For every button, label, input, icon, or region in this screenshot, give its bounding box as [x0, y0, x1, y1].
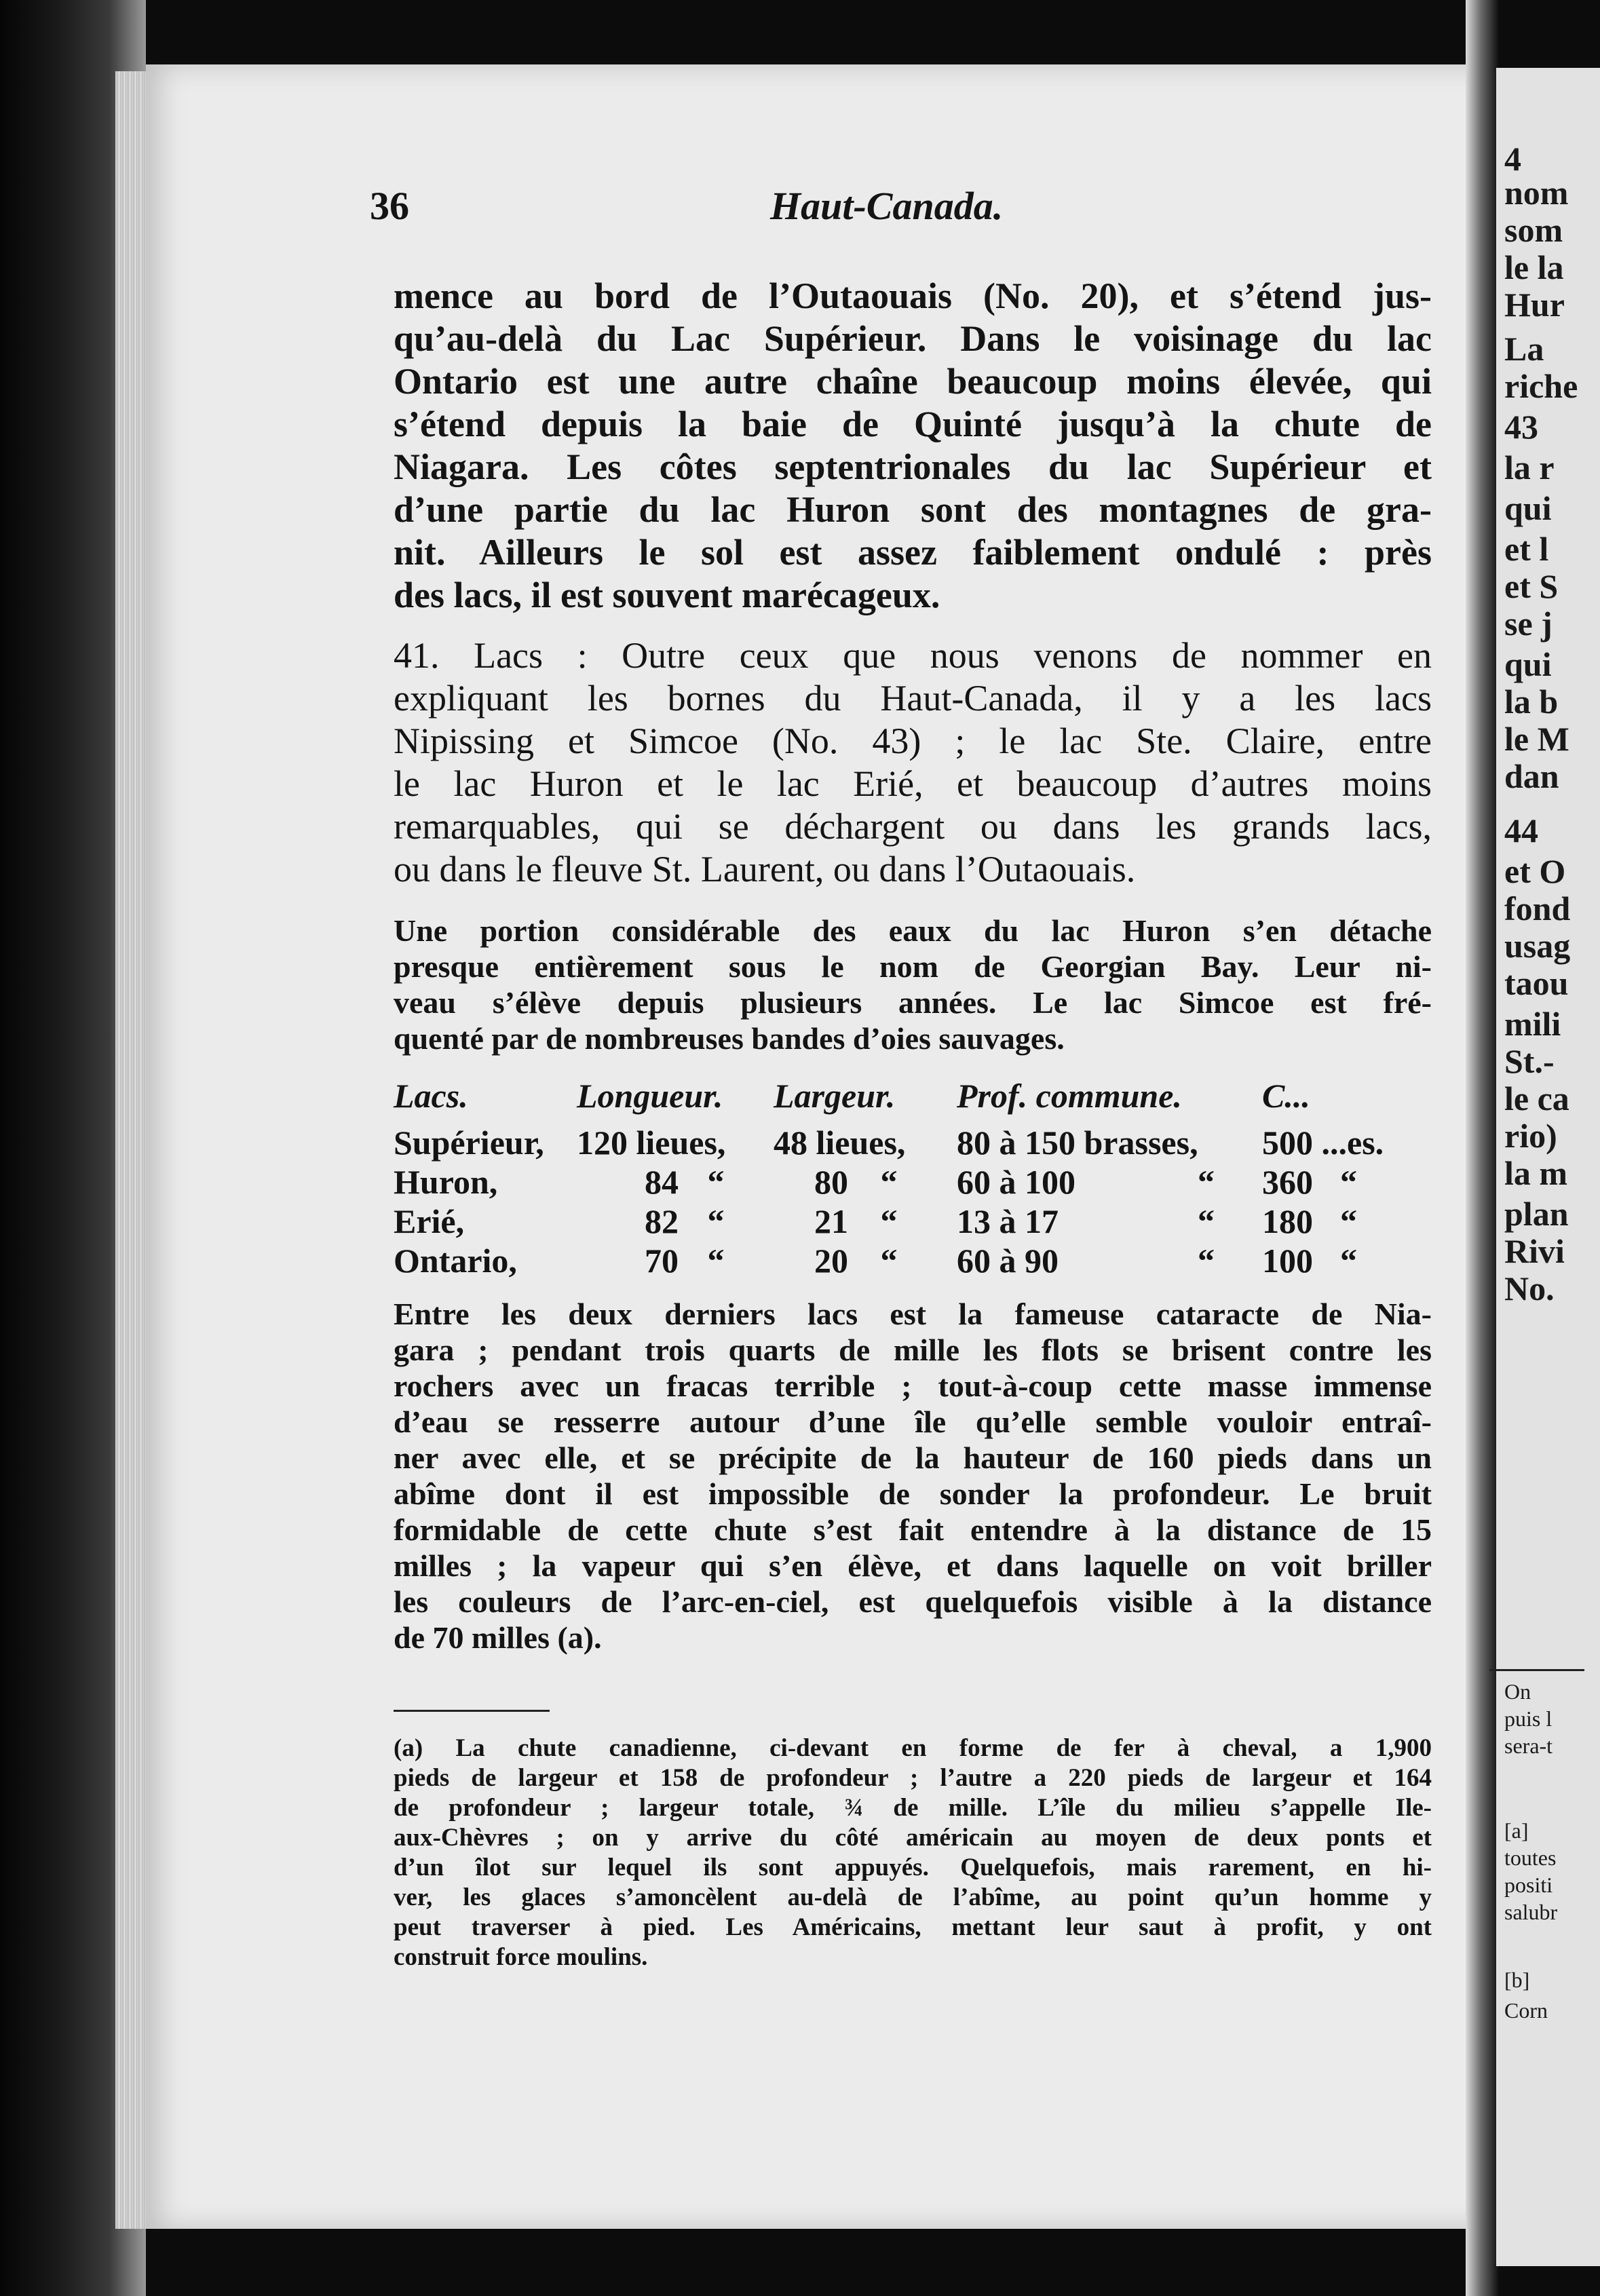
facing-page-line: et O — [1504, 852, 1566, 890]
facing-page-line: fond — [1504, 889, 1571, 927]
table-row — [394, 1123, 1439, 1162]
col-header-length: Longueur. — [577, 1077, 723, 1115]
table-row — [394, 1241, 1439, 1280]
text-line: les couleurs de l’arc-en-ciel, est quelquefois visible à la distance — [394, 1584, 1432, 1619]
facing-page-footnote-line: [b] — [1504, 1968, 1530, 1992]
cell-lake-name: Erié, — [394, 1202, 465, 1240]
cell-lake-name: Ontario, — [394, 1242, 517, 1280]
col-header-extra: C... — [1262, 1077, 1310, 1115]
paragraph-mountains — [394, 275, 1432, 617]
facing-page-line: Hur — [1504, 286, 1565, 324]
cell-width — [774, 1241, 957, 1280]
facing-page-line: rio) — [1504, 1117, 1557, 1155]
col-header-lakes: Lacs. — [394, 1077, 468, 1115]
text-line: Une portion considérable des eaux du lac Huron s’en détache — [394, 913, 1432, 948]
facing-page-line: usag — [1504, 927, 1571, 965]
facing-page-line: le ca — [1504, 1079, 1569, 1117]
cell-extra — [1262, 1202, 1439, 1241]
cell-depth-value: 13 à 17 — [957, 1202, 1059, 1240]
text-line: Nipissing et Simcoe (No. 43) ; le lac Ste. Claire, entre — [394, 721, 1432, 761]
cell-extra — [1262, 1162, 1439, 1202]
cell-length — [577, 1241, 774, 1280]
facing-page-line: 43 — [1504, 408, 1538, 446]
footnote — [394, 1734, 1432, 1972]
text-line: d’un îlot sur lequel ils sont appuyés. Quelquefois, mais rarement, en hi- — [394, 1854, 1432, 1881]
paragraph-lakes — [394, 634, 1432, 891]
facing-page-line: St.- — [1504, 1042, 1555, 1080]
facing-page-line: et S — [1504, 567, 1559, 605]
cell-lake-name: Supérieur, — [394, 1124, 544, 1162]
text-line: le lac Huron et le lac Erié, et beaucoup d’autres moins — [394, 763, 1432, 804]
ditto-mark: “ — [880, 1242, 898, 1280]
facing-page-line: riche — [1504, 367, 1578, 405]
text-line: presque entièrement sous le nom de Georgian Bay. Leur ni- — [394, 949, 1432, 984]
facing-page-footnote-line: positi — [1504, 1873, 1553, 1897]
ditto-mark: “ — [1340, 1242, 1357, 1280]
facing-page-line: dan — [1504, 757, 1559, 795]
ditto-mark: “ — [707, 1202, 725, 1240]
facing-page-line: 44 — [1504, 811, 1538, 849]
facing-page-line: Rivi — [1504, 1232, 1565, 1270]
page-number: 36 — [370, 184, 409, 228]
cell-length-value: 82 — [645, 1202, 679, 1240]
text-line: peut traverser à pied. Les Américains, mettant leur saut à profit, y ont — [394, 1913, 1432, 1941]
col-header-depth: Prof. commune. — [957, 1077, 1182, 1115]
facing-page-line: et l — [1504, 530, 1549, 568]
cell-length-value: 84 — [645, 1163, 679, 1201]
cell-width-value: 80 — [814, 1163, 848, 1201]
text-line: 41. Lacs : Outre ceux que nous venons de nommer en — [394, 635, 1432, 676]
text-line: rochers avec un fracas terrible ; tout-à-coup cette masse immense — [394, 1369, 1432, 1403]
cell-width-value: 20 — [814, 1242, 848, 1280]
text-line: expliquant les bornes du Haut-Canada, il y a les lacs — [394, 678, 1432, 719]
text-line: construit force moulins. — [394, 1943, 648, 1971]
table-header-row — [394, 1075, 1439, 1123]
ditto-mark: “ — [880, 1163, 898, 1201]
text-line: mence au bord de l’Outaouais (No. 20), et s’étend jus- — [394, 275, 1432, 316]
facing-page-line: qui — [1504, 489, 1552, 527]
cell-width — [774, 1162, 957, 1202]
cell-length — [577, 1202, 774, 1241]
text-line: aux-Chèvres ; on y arrive du côté américain au moyen de deux ponts et — [394, 1824, 1432, 1852]
facing-page-footnote-line: salubr — [1504, 1900, 1558, 1924]
text-line: pieds de largeur et 158 de profondeur ; l’autre a 220 pieds de largeur et 164 — [394, 1764, 1432, 1792]
facing-page-footnote-line: On — [1504, 1679, 1531, 1704]
text-line: d’eau se resserre autour d’une île qu’elle semble vouloir entraî- — [394, 1404, 1432, 1439]
facing-page-footnote-line: Corn — [1504, 1998, 1548, 2023]
facing-page-footnote-line: puis l — [1504, 1706, 1553, 1731]
facing-page-footnote-line: toutes — [1504, 1845, 1557, 1870]
text-line: de 70 milles (a). — [394, 1620, 602, 1655]
text-line: d’une partie du lac Huron sont des montagnes de gra- — [394, 489, 1432, 530]
text-line: Niagara. Les côtes septentrionales du lac Supérieur et — [394, 446, 1432, 487]
text-line: ner avec elle, et se précipite de la hauteur de 160 pieds dans un — [394, 1440, 1432, 1475]
lakes-table — [394, 1075, 1439, 1280]
text-line: de profondeur ; largeur totale, ¾ de mille. L’île du milieu s’appelle Ile- — [394, 1794, 1432, 1822]
facing-page-line: le M — [1504, 720, 1569, 758]
facing-page-line: mili — [1504, 1005, 1561, 1043]
text-line: nit. Ailleurs le sol est assez faiblement ondulé : près — [394, 532, 1432, 573]
ditto-mark: “ — [880, 1202, 898, 1240]
facing-page-line: La — [1504, 330, 1544, 368]
facing-page-line: le la — [1504, 248, 1564, 286]
running-head — [370, 183, 1428, 244]
ditto-mark: “ — [1340, 1163, 1357, 1201]
ditto-mark: “ — [1340, 1202, 1357, 1240]
cell-extra: 500 ...es. — [1262, 1124, 1384, 1162]
ditto-mark: “ — [707, 1242, 725, 1280]
footnote-rule — [394, 1710, 550, 1712]
text-line: veau s’élève depuis plusieurs années. Le lac Simcoe est fré- — [394, 985, 1432, 1020]
text-line: milles ; la vapeur qui s’en élève, et dans laquelle on voit briller — [394, 1548, 1432, 1583]
text-line: gara ; pendant trois quarts de mille les flots se brisent contre les — [394, 1333, 1432, 1367]
text-line: formidable de cette chute s’est fait entendre à la distance de 15 — [394, 1512, 1432, 1547]
text-line: quenté par de nombreuses bandes d’oies sauvages. — [394, 1021, 1065, 1056]
cell-depth-value: 60 à 100 — [957, 1163, 1075, 1201]
text-line: ver, les glaces s’amoncèlent au-delà de l’abîme, au point qu’un homme y — [394, 1883, 1432, 1911]
ditto-mark: “ — [1198, 1202, 1215, 1240]
table-row — [394, 1162, 1439, 1202]
cell-depth — [957, 1202, 1262, 1241]
facing-page-line: nom — [1504, 174, 1569, 212]
running-title: Haut-Canada. — [770, 184, 1004, 228]
facing-page-line: la r — [1504, 448, 1555, 486]
text-line: abîme dont il est impossible de sonder la profondeur. Le bruit — [394, 1476, 1432, 1511]
ditto-mark: “ — [1198, 1242, 1215, 1280]
text-line: des lacs, il est souvent marécageux. — [394, 575, 940, 615]
facing-page-line: la b — [1504, 683, 1559, 721]
ditto-mark: “ — [707, 1163, 725, 1201]
table-row — [394, 1202, 1439, 1241]
cell-length — [577, 1162, 774, 1202]
cell-depth — [957, 1241, 1262, 1280]
cell-extra-value: 180 — [1262, 1202, 1313, 1240]
facing-page-line: som — [1504, 211, 1563, 249]
text-line: ou dans le fleuve St. Laurent, ou dans l’Outaouais. — [394, 849, 1136, 889]
paragraph-huron-note — [394, 913, 1432, 1056]
cell-extra — [1262, 1241, 1439, 1280]
facing-page-line: taou — [1504, 964, 1569, 1002]
text-line: (a) La chute canadienne, ci-devant en forme de fer à cheval, a 1,900 — [394, 1734, 1432, 1762]
paragraph-niagara — [394, 1296, 1432, 1656]
text-line: Entre les deux derniers lacs est la fameuse cataracte de Nia- — [394, 1297, 1432, 1331]
facing-page-line: se j — [1504, 605, 1553, 643]
cell-lake-name: Huron, — [394, 1163, 498, 1201]
cell-width-value: 21 — [814, 1202, 848, 1240]
text-line: qu’au-delà du Lac Supérieur. Dans le voisinage du lac — [394, 318, 1432, 359]
facing-page-line: la m — [1504, 1154, 1568, 1192]
facing-page-line: plan — [1504, 1195, 1569, 1233]
cell-depth — [957, 1162, 1262, 1202]
text-line: s’étend depuis la baie de Quinté jusqu’à la chute de — [394, 404, 1432, 444]
facing-footnote-rule — [1489, 1669, 1584, 1671]
cell-length-value: 70 — [645, 1242, 679, 1280]
facing-page-footnote-line: sera-t — [1504, 1734, 1553, 1758]
ditto-mark: “ — [1198, 1163, 1215, 1201]
facing-page-footnote-line: [a] — [1504, 1818, 1529, 1843]
text-line: Ontario est une autre chaîne beaucoup moins élevée, qui — [394, 361, 1432, 402]
facing-page-fragment — [1496, 68, 1600, 2266]
facing-page-line: 4 — [1504, 140, 1521, 178]
col-header-width: Largeur. — [774, 1077, 896, 1115]
facing-page-line: No. — [1504, 1269, 1555, 1307]
cell-width — [774, 1202, 957, 1241]
text-line: remarquables, qui se déchargent ou dans les grands lacs, — [394, 806, 1432, 847]
cell-extra-value: 100 — [1262, 1242, 1313, 1280]
cell-length: 120 lieues, — [577, 1124, 726, 1162]
spine-shadow — [1466, 0, 1500, 2296]
cell-width: 48 lieues, — [774, 1124, 906, 1162]
cell-extra-value: 360 — [1262, 1163, 1313, 1201]
cell-depth-value: 60 à 90 — [957, 1242, 1059, 1280]
cell-depth: 80 à 150 brasses, — [957, 1124, 1198, 1162]
facing-page-line: qui — [1504, 645, 1552, 683]
